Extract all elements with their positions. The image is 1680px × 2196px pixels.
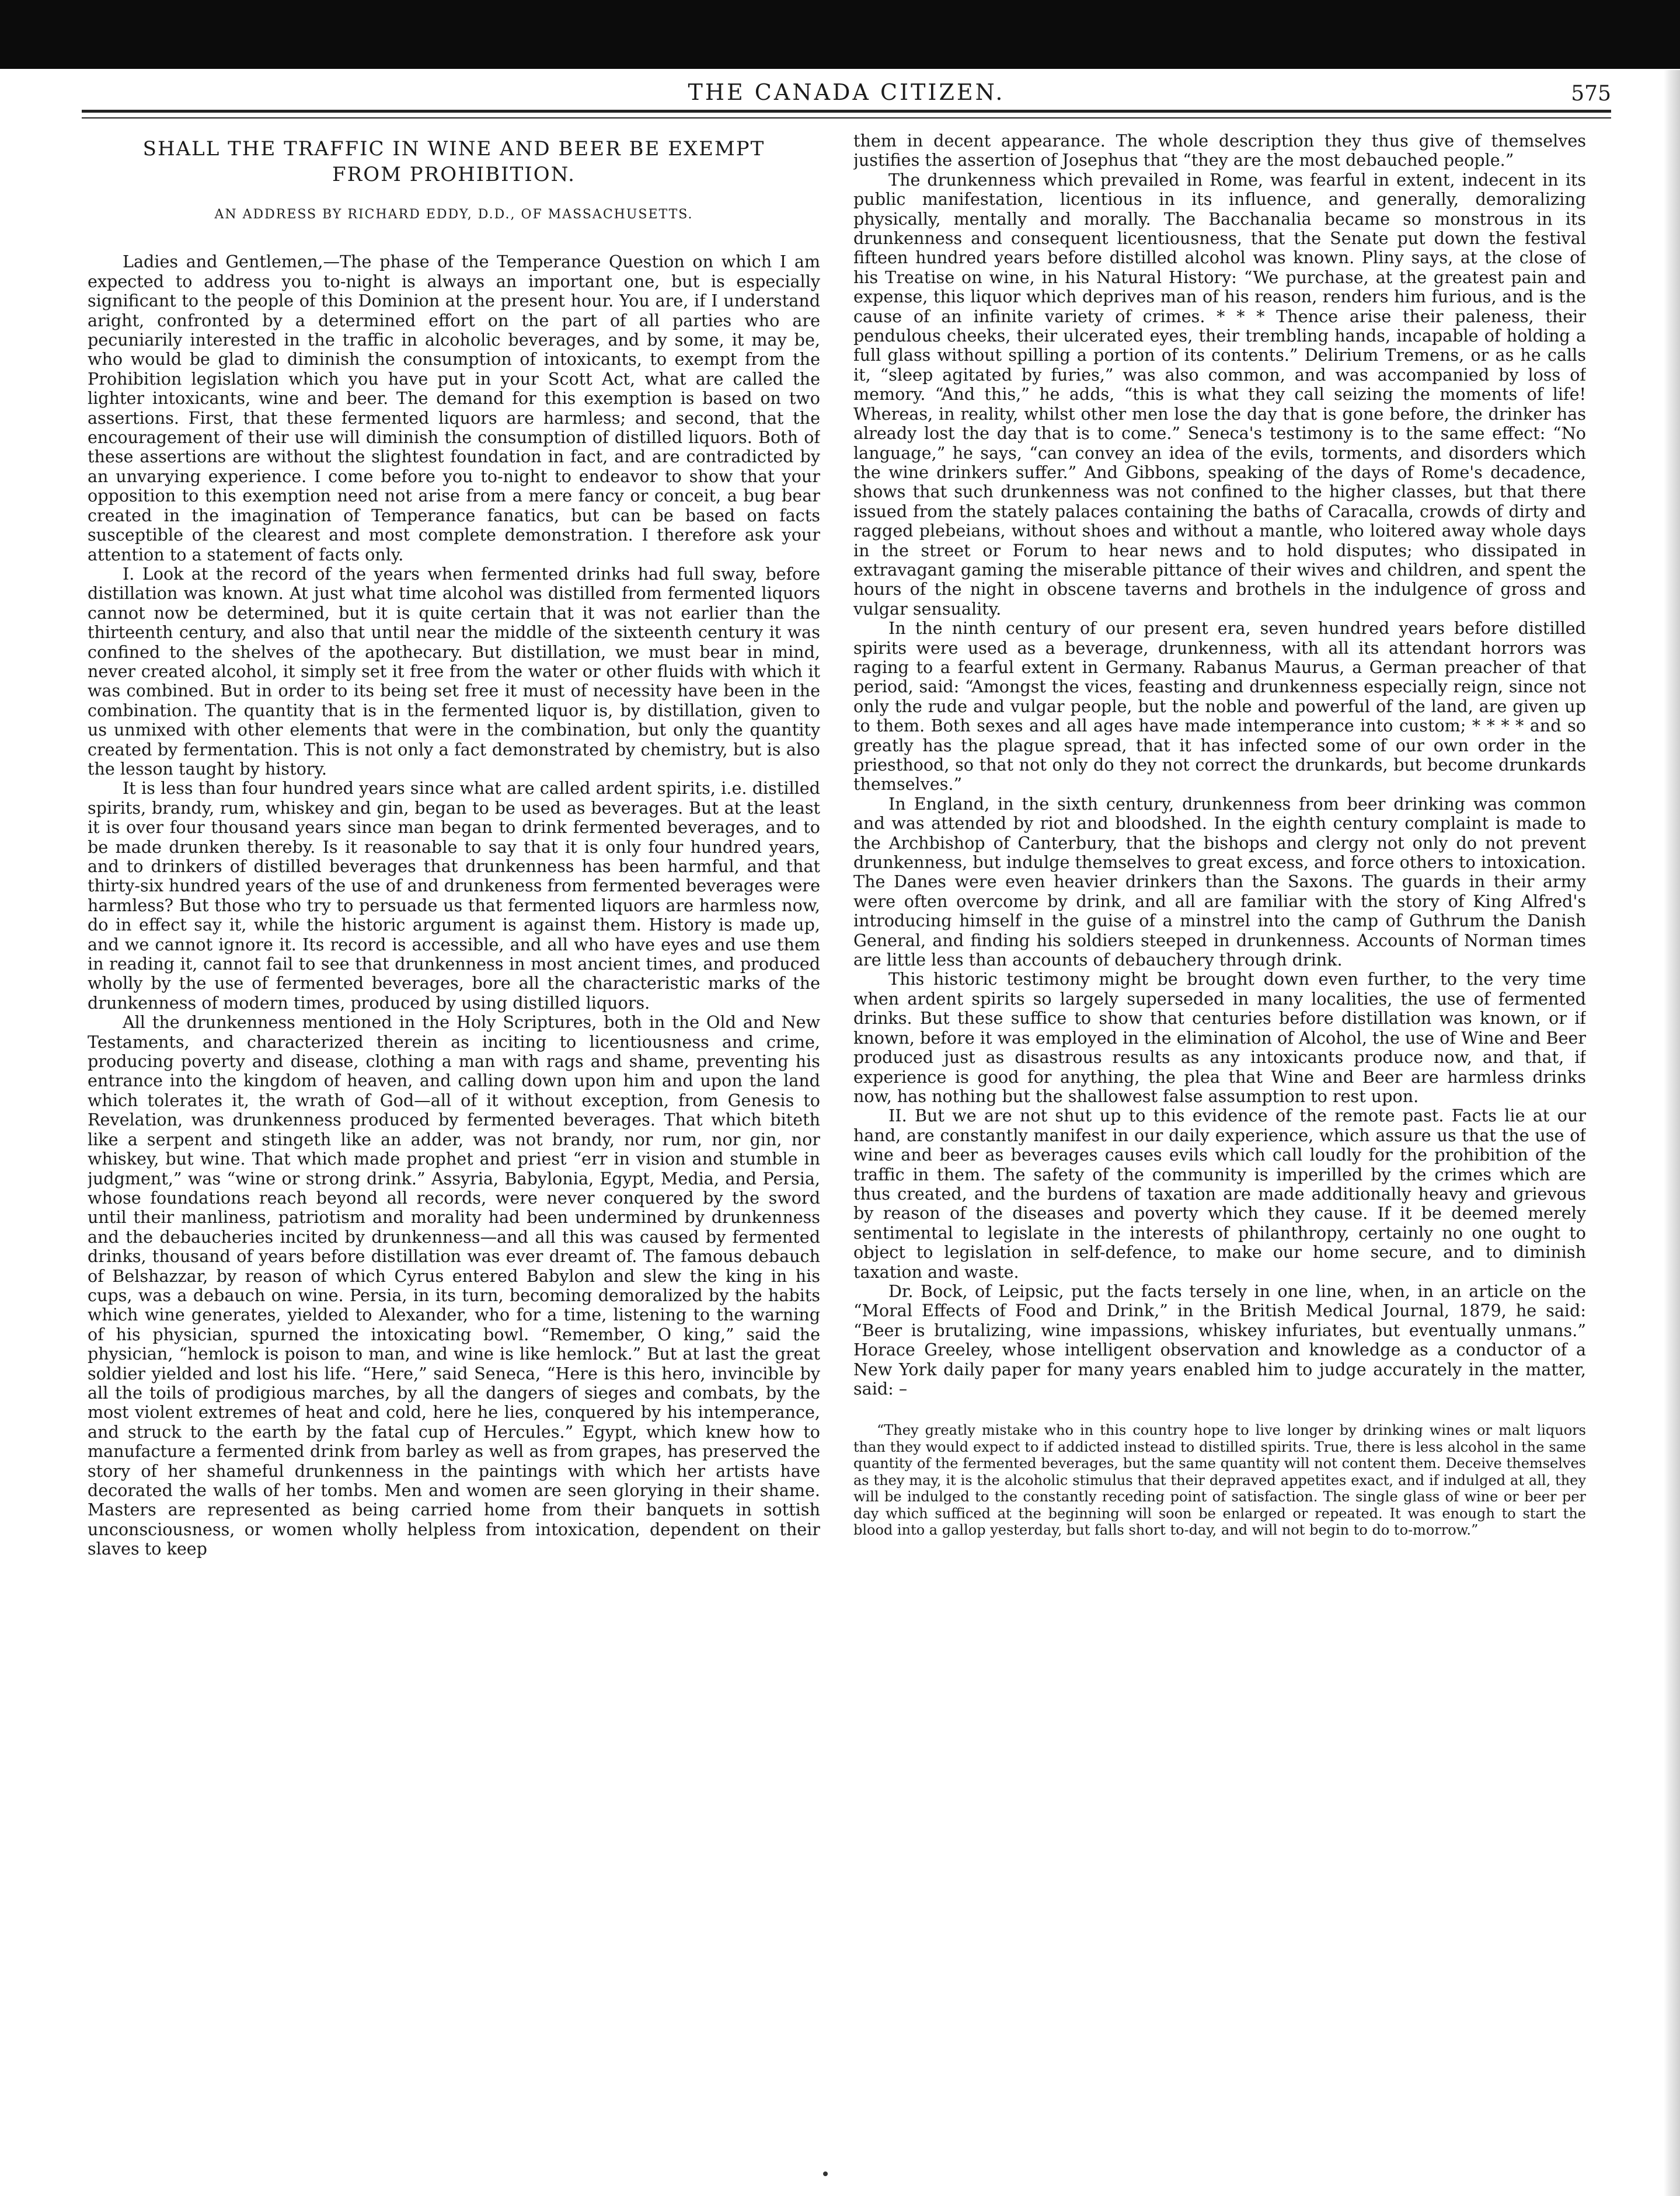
paragraph: I. Look at the record of the years when fermented drinks had full sway, before distillation was known. At just what time alcohol was distilled from fermented liquors cannot now be determined, but it is quite certain that it was not earlier than the thirteenth century, and also that until near the middle of the sixteenth century it was confined to the shelves of the apothecary. But distillation, we must bear in mind, never created alcohol, it simply set it free from the water or other fluids with which it was combined. But in order to its being set free it must of necessity have been in the combination. The quantity that is in the fermented liquor is, by distillation, given to us unmixed with other elements that were in the combination, but only the quantity created by fermentation. This is not only a fact demonstrated by chemistry, but is also the lesson taught by history. (88, 563, 820, 779)
header-rule-thin (82, 117, 1611, 118)
scan-right-edge (1664, 70, 1680, 2196)
paragraph: Dr. Bock, of Leipsic, put the facts tersely in one line, when, in an article on the “Moral Effects of Food and Drink,” in the British Medical Journal, 1879, he said: “Beer is brutalizing, wine impassions, whiskey infuriates, but eventually unmans.” Horace Greeley, whose intelligent observation and knowledge as a conductor of a New York daily paper for many years enabled him to judge accurately in the matter, said: – (853, 1281, 1586, 1399)
scan-top-border (0, 0, 1680, 69)
paragraph: them in decent appearance. The whole description they thus give of themselves justifies the assertion of Josephus that “they are the most debauched people.” (853, 131, 1586, 170)
paragraph: In the ninth century of our present era, seven hundred years before distilled spirits were used as a beverage, drunkenness, with all its attendant horrors was raging to a fearful extent in Germany. Rabanus Maurus, a German preacher of that period, said: “Amongst the vices, feasting and drunkenness especially reign, since not only the rude and vulgar people, but the noble and powerful of the land, are given up to them. Both sexes and all ages have made intemperance into custom; * * * * and so greatly has the plague spread, that it has infected some of our own order in the priesthood, so that not only do they not correct the drunkards, but become drunkards themselves.” (853, 618, 1586, 794)
paragraph: This historic testimony might be brought down even further, to the very time when ardent spirits so largely superseded in many localities, the use of fermented drinks. But these suffice to show that centuries before distillation was known, or if known, before it was employed in the elimination of Alcohol, the use of Wine and Beer produced just as disastrous results as any intoxicants produce now, and that, if experience is good for anything, the plea that Wine and Beer are harmless drinks now, has nothing but the shallowest false assumption to rest upon. (853, 969, 1586, 1106)
paragraph: II. But we are not shut up to this evidence of the remote past. Facts lie at our hand, are constantly manifest in our daily experience, which assure us that the use of wine and beer as beverages causes evils which call loudly for the prohibition of the traffic in them. The safety of the community is imperilled by the crimes which are thus created, and the burdens of taxation are made additionally heavy and grievous by reason of the diseases and poverty which they cause. If it be deemed merely sentimental to legislate in the interests of philanthropy, certainly no one ought to object to legislation in self-defence, to make our home secure, and to diminish taxation and waste. (853, 1106, 1586, 1282)
paragraph: All the drunkenness mentioned in the Holy Scriptures, both in the Old and New Testaments, and characterized therein as inciting to licentiousness and crime, producing poverty and disease, clothing a man with rags and shame, preventing his entrance into the kingdom of heaven, and calling down upon him and upon the land which tolerates it, the wrath of God—all of it without exception, from Genesis to Revelation, was drunkenness produced by fermented beverages. That which biteth like a serpent and stingeth like an adder, was not brandy, nor rum, nor gin, nor whiskey, but wine. That which made prophet and priest “err in vision and stumble in judgment,” was “wine or strong drink.” Assyria, Babylonia, Egypt, Media, and Persia, whose foundations reach beyond all records, were never conquered by the sword until their manliness, patriotism and morality had been undermined by drunkenness and the debaucheries incited by drunkenness—and all this was caused by fermented drinks, thousand of years before distillation was ever dreamt of. The famous debauch of Belshazzar, by reason of which Cyrus entered Babylon and slew the king in his cups, was a debauch on wine. Persia, in its turn, becoming demoralized by the habits which wine generates, yielded to Alexander, who for a time, listening to the warning of his physician, spurned the intoxicating bowl. “Remember, O king,” said the physician, “hemlock is poison to man, and wine is like hemlock.” But at last the great soldier yielded and lost his life. “Here,” said Seneca, “Here is this hero, invincible by all the toils of prodigious marches, by all the dangers of sieges and combats, by the most violent extremes of heat and cold, here he lies, conquered by his intemperance, and struck to the earth by the fatal cup of Hercules.” Egypt, which knew how to manufacture a fermented drink from barley as well as from grapes, has preserved the story of her shameful drunkenness in the paintings with which her artists have decorated the walls of her tombs. Men and women are seen glorying in their shame. Masters are represented as being carried home from their banquets in sottish unconsciousness, or women wholly helpless from intoxication, dependent on their slaves to keep (88, 1012, 820, 1559)
paragraph: The drunkenness which prevailed in Rome, was fearful in extent, indecent in its public manifestation, licentious in its influence, and generally, demoralizing physically, mentally and morally. The Bacchanalia became so monstrous in its drunkenness and consequent licentiousness, that the Senate put down the festival fifteen hundred years before distilled alcohol was known. Pliny says, at the close of his Treatise on wine, in his Natural History: “We purchase, at the greatest pain and expense, this liquor which deprives man of his reason, renders him furious, and is the cause of an infinite variety of crimes. * * * Thence arise their paleness, their pendulous cheeks, their ulcerated eyes, their trembling hands, incapable of holding a full glass without spilling a portion of its contents.” Delirium Tremens, or as he calls it, “sleep agitated by furies,” was also common, and was accompanied by loss of memory. “And this,” he adds, “this is what they call seizing the moments of life! Whereas, in reality, whilst other men lose the day that is gone before, the drinker has already lost the day that is to come.” Seneca's testimony is to the same effect: “No language,” he says, “can convey an idea of the evils, torments, and disorders which the wine drinkers suffer.” And Gibbons, speaking of the days of Rome's decadence, shows that such drunkenness was not confined to the higher classes, but that there issued from the stately palaces containing the baths of Caracalla, crowds of dirty and ragged plebeians, without shoes and without a mantle, who loitered away whole days in the street or Forum to hear news and to hold disputes; who dissipated in extravagant gaming the miserable pittance of their wives and children, and spent the hours of the night in obscene taverns and brothels in the indulgence of gross and vulgar sensuality. (853, 169, 1586, 619)
print-speck (823, 2171, 828, 2176)
header-rule-thick (82, 110, 1611, 113)
paragraph: Ladies and Gentlemen,—The phase of the Temperance Question on which I am expected to address you to-night is always an important one, but is especially significant to the people of this Dominion at the present hour. You are, if I understand aright, confronted by a determined effort on the part of all parties who are pecuniarily interested in the traffic in alcoholic beverages, and by some, it may be, who would be glad to diminish the consumption of intoxicants, to exempt from the Prohibition legislation which you have put in your Scott Act, what are called the lighter intoxicants, wine and beer. The demand for this exemption is based on two assertions. First, that these fermented liquors are harmless; and second, that the encouragement of their use will diminish the consumption of distilled liquors. Both of these assertions are without the slightest foundation in fact, and are contradicted by an unvarying experience. I come before you to-night to endeavor to show that your opposition to this exemption need not arise from a mere fancy or conceit, a bug bear created in the imagination of Temperance fanatics, but can be based on facts susceptible of the clearest and most complete demonstration. I therefore ask your attention to a statement of facts only. (88, 252, 820, 564)
paragraph: It is less than four hundred years since what are called ardent spirits, i.e. distilled spirits, brandy, rum, whiskey and gin, began to be used as beverages. But at the least it is over four thousand years since man began to drink fermented beverages, and to be made drunken thereby. Is it reasonable to say that it is only four hundred years, and to drinkers of distilled beverages that drunkenness has been harmful, and that thirty-six hundred years of the use of and drunkeness from fermented beverages were harmless? But those who try to persuade us that fermented liquors are harmless now, do in effect say it, while the historic argument is against them. History is made up, and we cannot ignore it. Its record is accessible, and all who have eyes and use them in reading it, cannot fail to see that drunkenness in most ancient times, and produced wholly by the use of fermented beverages, bore all the characteristic marks of the drunkenness of modern times, produced by using distilled liquors. (88, 778, 820, 1013)
footnote-quote (853, 1422, 1586, 1539)
article-title: SHALL THE TRAFFIC IN WINE AND BEER BE EXEMPT FROM PROHIBITION. (142, 137, 765, 186)
left-column (88, 131, 820, 2099)
paragraph: In England, in the sixth century, drunkenness from beer drinking was common and was attended by riot and bloodshed. In the eighth century complaint is made to the Archbishop of Canterbury, that the bishops and clergy not only do not prevent drunkenness, but indulge themselves to great excess, and force others to intoxication. The Danes were even heavier drinkers than the Saxons. The guards in their army were often overcome by drink, and all are familiar with the story of King Alfred's introducing himself in the guise of a minstrel into the camp of Guthrum the Danish General, and finding his soldiers steeped in drunkenness. Accounts of Norman times are little less than accounts of debauchery through drink. (853, 793, 1586, 970)
byline: AN ADDRESS BY RICHARD EDDY, D.D., OF MASSACHUSETTS. (214, 207, 693, 222)
page-number: 575 (1571, 82, 1611, 106)
footnote-text: “They greatly mistake who in this country hope to live longer by drinking wines or malt liquors than they would expect to if addicted instead to distilled spirits. True, there is less alcohol in the same quantity of the fermented beverages, but the same quantity will not content them. Deceive themselves as they may, it is the alcoholic stimulus that their depraved appetites exact, and if indulged at all, they will be indulged to the constantly receding point of satisfaction. The single glass of wine or beer per day which sufficed at the beginning will soon be enlarged or repeated. It was enough to start the blood into a gallop yesterday, but falls short to-day, and will not begin to do to-morrow.” (853, 1422, 1586, 1539)
running-head: THE CANADA CITIZEN. (688, 79, 1005, 105)
right-column (853, 131, 1586, 2104)
